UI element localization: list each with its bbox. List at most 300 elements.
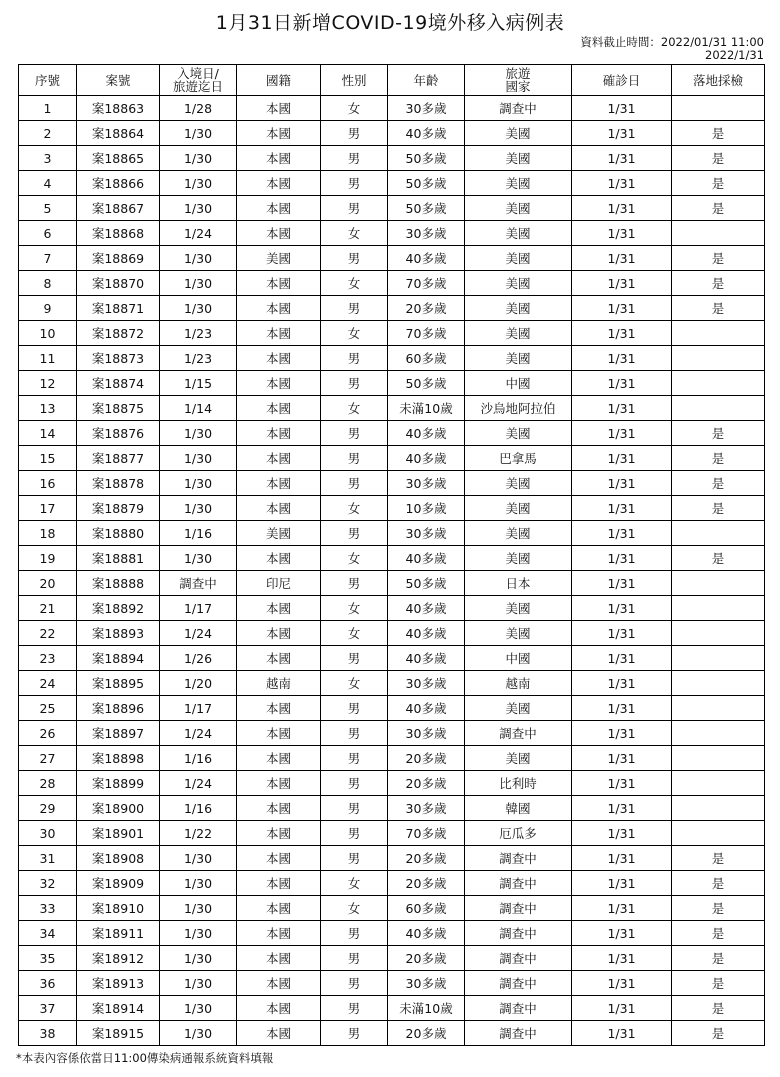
table-row: [19, 721, 765, 746]
landing-test-cell: 是: [672, 846, 765, 871]
confirm-date-cell: 1/31: [572, 821, 672, 846]
sex-cell: 女: [321, 271, 388, 296]
case-number-cell: 案18888: [77, 571, 160, 596]
case-number-cell: 案18892: [77, 596, 160, 621]
table-row: [19, 1021, 765, 1046]
sex-cell: 男: [321, 371, 388, 396]
confirm-date-cell: 1/31: [572, 771, 672, 796]
seq-cell: 12: [19, 371, 77, 396]
sex-cell: 女: [321, 596, 388, 621]
table-row: [19, 146, 765, 171]
seq-cell: 10: [19, 321, 77, 346]
nationality-cell: 本國: [237, 846, 321, 871]
entry-date-cell: 1/30: [160, 421, 237, 446]
case-number-cell: 案18877: [77, 446, 160, 471]
entry-date-cell: 1/16: [160, 521, 237, 546]
confirm-date-cell: 1/31: [572, 846, 672, 871]
seq-cell: 9: [19, 296, 77, 321]
confirm-date-cell: 1/31: [572, 246, 672, 271]
entry-date-cell: 1/30: [160, 296, 237, 321]
seq-cell: 22: [19, 621, 77, 646]
seq-cell: 8: [19, 271, 77, 296]
case-number-cell: 案18895: [77, 671, 160, 696]
footnote: *本表內容係依當日11:00傳染病通報系統資料填報: [16, 1051, 274, 1065]
table-row: [19, 396, 765, 421]
entry-date-cell: 調查中: [160, 571, 237, 596]
sex-cell: 男: [321, 121, 388, 146]
landing-test-cell: [672, 796, 765, 821]
age-cell: 未滿10歲: [388, 996, 465, 1021]
entry-date-cell: 1/24: [160, 621, 237, 646]
case-number-cell: 案18908: [77, 846, 160, 871]
seq-cell: 4: [19, 171, 77, 196]
case-number-cell: 案18878: [77, 471, 160, 496]
age-cell: 40多歲: [388, 596, 465, 621]
confirm-date-cell: 1/31: [572, 946, 672, 971]
header-entry-line1: 入境日/: [177, 66, 219, 81]
sex-cell: 男: [321, 171, 388, 196]
entry-date-cell: 1/17: [160, 696, 237, 721]
entry-date-cell: 1/24: [160, 221, 237, 246]
confirm-date-cell: 1/31: [572, 796, 672, 821]
seq-cell: 37: [19, 996, 77, 1021]
travel-country-cell: 美國: [465, 421, 572, 446]
travel-country-cell: 中國: [465, 646, 572, 671]
travel-country-cell: 美國: [465, 246, 572, 271]
page-title: 1月31日新增COVID-19境外移入病例表: [215, 12, 565, 34]
travel-country-cell: 調查中: [465, 96, 572, 121]
age-cell: 30多歲: [388, 971, 465, 996]
landing-test-cell: 是: [672, 296, 765, 321]
seq-cell: 35: [19, 946, 77, 971]
travel-country-cell: 調查中: [465, 971, 572, 996]
travel-country-cell: 比利時: [465, 771, 572, 796]
table-row: [19, 996, 765, 1021]
entry-date-cell: 1/30: [160, 896, 237, 921]
confirm-date-cell: 1/31: [572, 546, 672, 571]
entry-date-cell: 1/30: [160, 946, 237, 971]
travel-country-cell: 美國: [465, 296, 572, 321]
nationality-cell: 本國: [237, 871, 321, 896]
entry-date-cell: 1/30: [160, 846, 237, 871]
travel-country-cell: 美國: [465, 146, 572, 171]
landing-test-cell: 是: [672, 896, 765, 921]
sex-cell: 男: [321, 646, 388, 671]
seq-cell: 24: [19, 671, 77, 696]
travel-country-cell: 美國: [465, 546, 572, 571]
age-cell: 30多歲: [388, 521, 465, 546]
seq-cell: 34: [19, 921, 77, 946]
table-row: [19, 421, 765, 446]
travel-country-cell: 美國: [465, 171, 572, 196]
nationality-cell: 本國: [237, 796, 321, 821]
table-row: [19, 121, 765, 146]
nationality-cell: 美國: [237, 246, 321, 271]
seq-cell: 18: [19, 521, 77, 546]
confirm-date-cell: 1/31: [572, 446, 672, 471]
entry-date-cell: 1/30: [160, 971, 237, 996]
sex-cell: 女: [321, 546, 388, 571]
case-number-cell: 案18898: [77, 746, 160, 771]
confirm-date-cell: 1/31: [572, 896, 672, 921]
nationality-cell: 本國: [237, 696, 321, 721]
travel-country-cell: 中國: [465, 371, 572, 396]
travel-country-cell: 調查中: [465, 871, 572, 896]
age-cell: 40多歲: [388, 246, 465, 271]
confirm-date-cell: 1/31: [572, 996, 672, 1021]
seq-cell: 17: [19, 496, 77, 521]
age-cell: 20多歲: [388, 846, 465, 871]
header-entry-line2: 旅遊迄日: [172, 79, 223, 94]
landing-test-cell: [672, 346, 765, 371]
nationality-cell: 本國: [237, 271, 321, 296]
confirm-date-cell: 1/31: [572, 296, 672, 321]
nationality-cell: 本國: [237, 96, 321, 121]
table-row: [19, 796, 765, 821]
seq-cell: 36: [19, 971, 77, 996]
confirm-date-cell: 1/31: [572, 321, 672, 346]
sex-cell: 女: [321, 221, 388, 246]
case-number-cell: 案18893: [77, 621, 160, 646]
case-number-cell: 案18872: [77, 321, 160, 346]
age-cell: 20多歲: [388, 296, 465, 321]
table-row: [19, 221, 765, 246]
entry-date-cell: 1/20: [160, 671, 237, 696]
case-number-cell: 案18914: [77, 996, 160, 1021]
sex-cell: 男: [321, 771, 388, 796]
landing-test-cell: [672, 646, 765, 671]
travel-country-cell: 美國: [465, 746, 572, 771]
case-number-cell: 案18867: [77, 196, 160, 221]
age-cell: 40多歲: [388, 121, 465, 146]
table-row: [19, 246, 765, 271]
seq-cell: 31: [19, 846, 77, 871]
sex-cell: 男: [321, 846, 388, 871]
seq-cell: 16: [19, 471, 77, 496]
seq-cell: 19: [19, 546, 77, 571]
confirm-date-cell: 1/31: [572, 596, 672, 621]
travel-country-cell: 美國: [465, 521, 572, 546]
confirm-date-cell: 1/31: [572, 396, 672, 421]
sex-cell: 女: [321, 871, 388, 896]
landing-test-cell: 是: [672, 121, 765, 146]
nationality-cell: 本國: [237, 746, 321, 771]
sex-cell: 男: [321, 146, 388, 171]
age-cell: 40多歲: [388, 421, 465, 446]
travel-country-cell: 越南: [465, 671, 572, 696]
entry-date-cell: 1/30: [160, 171, 237, 196]
landing-test-cell: [672, 521, 765, 546]
entry-date-cell: 1/30: [160, 471, 237, 496]
header-age: 年齡: [388, 65, 465, 96]
table-row: [19, 821, 765, 846]
travel-country-cell: 調查中: [465, 896, 572, 921]
age-cell: 未滿10歲: [388, 396, 465, 421]
age-cell: 70多歲: [388, 821, 465, 846]
nationality-cell: 本國: [237, 946, 321, 971]
nationality-cell: 本國: [237, 921, 321, 946]
seq-cell: 11: [19, 346, 77, 371]
seq-cell: 38: [19, 1021, 77, 1046]
sex-cell: 男: [321, 696, 388, 721]
table-header-row: [19, 65, 765, 96]
confirm-date-cell: 1/31: [572, 121, 672, 146]
table-body: [19, 96, 765, 1046]
travel-country-cell: 調查中: [465, 846, 572, 871]
nationality-cell: 本國: [237, 771, 321, 796]
age-cell: 50多歲: [388, 371, 465, 396]
seq-cell: 15: [19, 446, 77, 471]
age-cell: 50多歲: [388, 146, 465, 171]
nationality-cell: 本國: [237, 146, 321, 171]
age-cell: 30多歲: [388, 96, 465, 121]
age-cell: 40多歲: [388, 546, 465, 571]
sex-cell: 男: [321, 821, 388, 846]
landing-test-cell: [672, 571, 765, 596]
confirm-date-cell: 1/31: [572, 221, 672, 246]
confirm-date-cell: 1/31: [572, 171, 672, 196]
landing-test-cell: 是: [672, 546, 765, 571]
landing-test-cell: 是: [672, 271, 765, 296]
table-row: [19, 596, 765, 621]
table-row: [19, 296, 765, 321]
table-row: [19, 871, 765, 896]
seq-cell: 29: [19, 796, 77, 821]
seq-cell: 20: [19, 571, 77, 596]
nationality-cell: 本國: [237, 546, 321, 571]
travel-country-cell: 厄瓜多: [465, 821, 572, 846]
case-number-cell: 案18863: [77, 96, 160, 121]
sex-cell: 男: [321, 921, 388, 946]
header-travel-line1: 旅遊: [505, 66, 531, 81]
case-number-cell: 案18901: [77, 821, 160, 846]
nationality-cell: 本國: [237, 721, 321, 746]
travel-country-cell: 調查中: [465, 946, 572, 971]
landing-test-cell: 是: [672, 196, 765, 221]
case-number-cell: 案18896: [77, 696, 160, 721]
case-number-cell: 案18909: [77, 871, 160, 896]
sex-cell: 女: [321, 671, 388, 696]
case-number-cell: 案18874: [77, 371, 160, 396]
nationality-cell: 本國: [237, 821, 321, 846]
entry-date-cell: 1/26: [160, 646, 237, 671]
table-row: [19, 696, 765, 721]
travel-country-cell: 調查中: [465, 996, 572, 1021]
report-date: 2022/1/31: [705, 48, 764, 62]
confirm-date-cell: 1/31: [572, 871, 672, 896]
landing-test-cell: 是: [672, 421, 765, 446]
age-cell: 50多歲: [388, 571, 465, 596]
landing-test-cell: [672, 396, 765, 421]
sex-cell: 男: [321, 346, 388, 371]
header-sex: 性別: [321, 65, 388, 96]
nationality-cell: 本國: [237, 646, 321, 671]
entry-date-cell: 1/22: [160, 821, 237, 846]
confirm-date-cell: 1/31: [572, 721, 672, 746]
landing-test-cell: 是: [672, 471, 765, 496]
age-cell: 20多歲: [388, 1021, 465, 1046]
landing-test-cell: [672, 96, 765, 121]
age-cell: 30多歲: [388, 671, 465, 696]
age-cell: 60多歲: [388, 346, 465, 371]
landing-test-cell: [672, 821, 765, 846]
landing-test-cell: 是: [672, 496, 765, 521]
landing-test-cell: 是: [672, 996, 765, 1021]
nationality-cell: 本國: [237, 196, 321, 221]
case-number-cell: 案18873: [77, 346, 160, 371]
age-cell: 20多歲: [388, 946, 465, 971]
travel-country-cell: 調查中: [465, 921, 572, 946]
landing-test-cell: [672, 321, 765, 346]
seq-cell: 23: [19, 646, 77, 671]
landing-test-cell: [672, 371, 765, 396]
confirm-date-cell: 1/31: [572, 96, 672, 121]
landing-test-cell: [672, 746, 765, 771]
nationality-cell: 本國: [237, 171, 321, 196]
table-row: [19, 171, 765, 196]
sex-cell: 男: [321, 421, 388, 446]
seq-cell: 13: [19, 396, 77, 421]
seq-cell: 28: [19, 771, 77, 796]
table-row: [19, 646, 765, 671]
case-number-cell: 案18900: [77, 796, 160, 821]
age-cell: 70多歲: [388, 321, 465, 346]
travel-country-cell: 美國: [465, 271, 572, 296]
entry-date-cell: 1/30: [160, 496, 237, 521]
seq-cell: 30: [19, 821, 77, 846]
table-row: [19, 571, 765, 596]
entry-date-cell: 1/30: [160, 921, 237, 946]
nationality-cell: 本國: [237, 471, 321, 496]
table-row: [19, 846, 765, 871]
case-number-cell: 案18879: [77, 496, 160, 521]
landing-test-cell: 是: [672, 921, 765, 946]
header-nationality: 國籍: [237, 65, 321, 96]
nationality-cell: 越南: [237, 671, 321, 696]
sex-cell: 男: [321, 721, 388, 746]
age-cell: 40多歲: [388, 921, 465, 946]
case-number-cell: 案18897: [77, 721, 160, 746]
header-travel-country: [465, 65, 572, 96]
entry-date-cell: 1/30: [160, 871, 237, 896]
case-number-cell: 案18915: [77, 1021, 160, 1046]
nationality-cell: 本國: [237, 596, 321, 621]
travel-country-cell: 美國: [465, 221, 572, 246]
nationality-cell: 本國: [237, 371, 321, 396]
age-cell: 10多歲: [388, 496, 465, 521]
header-travel-line2: 國家: [505, 79, 531, 94]
case-number-cell: 案18875: [77, 396, 160, 421]
case-number-cell: 案18866: [77, 171, 160, 196]
entry-date-cell: 1/24: [160, 771, 237, 796]
nationality-cell: 本國: [237, 971, 321, 996]
seq-cell: 26: [19, 721, 77, 746]
confirm-date-cell: 1/31: [572, 621, 672, 646]
sex-cell: 男: [321, 521, 388, 546]
nationality-cell: 印尼: [237, 571, 321, 596]
seq-cell: 1: [19, 96, 77, 121]
landing-test-cell: [672, 621, 765, 646]
confirm-date-cell: 1/31: [572, 421, 672, 446]
case-number-cell: 案18871: [77, 296, 160, 321]
entry-date-cell: 1/30: [160, 1021, 237, 1046]
case-number-cell: 案18912: [77, 946, 160, 971]
sex-cell: 女: [321, 321, 388, 346]
landing-test-cell: 是: [672, 871, 765, 896]
confirm-date-cell: 1/31: [572, 471, 672, 496]
age-cell: 50多歲: [388, 171, 465, 196]
sex-cell: 男: [321, 296, 388, 321]
sex-cell: 女: [321, 396, 388, 421]
table-row: [19, 621, 765, 646]
case-number-cell: 案18865: [77, 146, 160, 171]
table-row: [19, 971, 765, 996]
travel-country-cell: 美國: [465, 496, 572, 521]
table-row: [19, 746, 765, 771]
landing-test-cell: [672, 721, 765, 746]
entry-date-cell: 1/23: [160, 346, 237, 371]
header-entry-date: [160, 65, 237, 96]
age-cell: 20多歲: [388, 771, 465, 796]
landing-test-cell: 是: [672, 946, 765, 971]
sex-cell: 男: [321, 996, 388, 1021]
landing-test-cell: 是: [672, 446, 765, 471]
confirm-date-cell: 1/31: [572, 146, 672, 171]
case-table: [18, 64, 765, 1046]
age-cell: 20多歲: [388, 871, 465, 896]
landing-test-cell: [672, 671, 765, 696]
nationality-cell: 本國: [237, 121, 321, 146]
nationality-cell: 本國: [237, 621, 321, 646]
age-cell: 30多歲: [388, 221, 465, 246]
confirm-date-cell: 1/31: [572, 971, 672, 996]
table-row: [19, 371, 765, 396]
age-cell: 50多歲: [388, 196, 465, 221]
nationality-cell: 美國: [237, 521, 321, 546]
entry-date-cell: 1/16: [160, 796, 237, 821]
travel-country-cell: 美國: [465, 696, 572, 721]
header-seq: 序號: [19, 65, 77, 96]
age-cell: 40多歲: [388, 696, 465, 721]
age-cell: 40多歲: [388, 446, 465, 471]
table-row: [19, 946, 765, 971]
table-row: [19, 896, 765, 921]
entry-date-cell: 1/30: [160, 246, 237, 271]
header-confirm-date: 確診日: [572, 65, 672, 96]
entry-date-cell: 1/17: [160, 596, 237, 621]
entry-date-cell: 1/16: [160, 746, 237, 771]
nationality-cell: 本國: [237, 296, 321, 321]
nationality-cell: 本國: [237, 321, 321, 346]
travel-country-cell: 日本: [465, 571, 572, 596]
entry-date-cell: 1/30: [160, 446, 237, 471]
seq-cell: 21: [19, 596, 77, 621]
nationality-cell: 本國: [237, 996, 321, 1021]
sex-cell: 男: [321, 1021, 388, 1046]
header-case: 案號: [77, 65, 160, 96]
sex-cell: 女: [321, 496, 388, 521]
nationality-cell: 本國: [237, 896, 321, 921]
seq-cell: 2: [19, 121, 77, 146]
nationality-cell: 本國: [237, 421, 321, 446]
header-landing-test: 落地採檢: [672, 65, 765, 96]
case-number-cell: 案18868: [77, 221, 160, 246]
seq-cell: 3: [19, 146, 77, 171]
landing-test-cell: [672, 596, 765, 621]
entry-date-cell: 1/30: [160, 546, 237, 571]
case-number-cell: 案18911: [77, 921, 160, 946]
age-cell: 40多歲: [388, 621, 465, 646]
